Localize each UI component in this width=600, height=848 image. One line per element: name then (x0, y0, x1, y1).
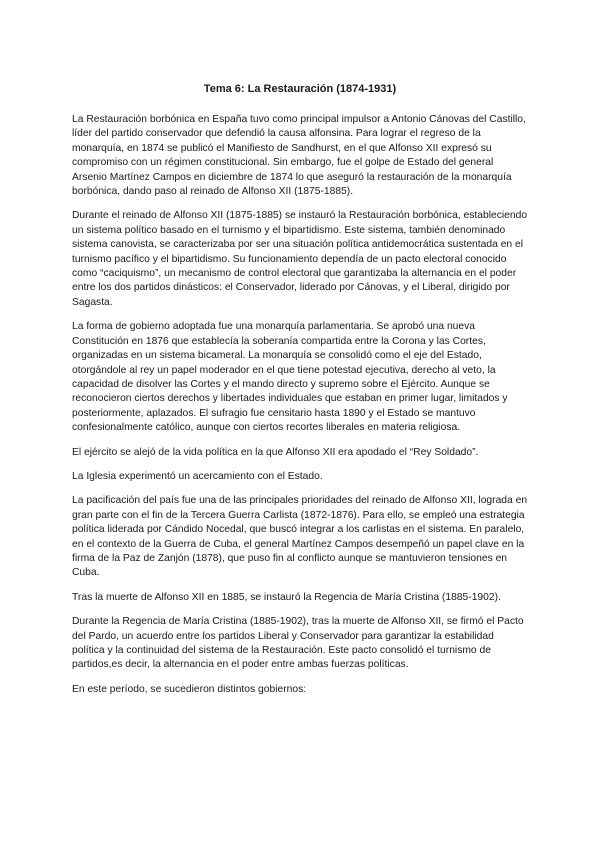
paragraph-forma-gobierno: La forma de gobierno adoptada fue una monarquía parlamentaria. Se aprobó una nueva Constitución en 1876 que establecía la soberanía compartida entre la Corona y las Cortes, organizadas en un sistema bicameral. La monarquía se consolidó como el eje del Estado, otorgándole al rey un papel moderador en el que tiene potestad ejecutiva, derecho al veto, la capacidad de disolver las Cortes y el mando directo y supremo sobre el Ejército. Aunque se reconocieron ciertos derechos y libertades individuales que estaban en primer lugar, limitados y posteriormente, aplazados. El sufragio fue censitario hasta 1890 y el Estado se mantuvo confesionalmente católico, aunque con ciertos recortes liberales en materia religiosa. (72, 321, 508, 434)
paragraph-regencia: Tras la muerte de Alfonso XII en 1885, se instauró la Regencia de María Cristina (1885-1902). (72, 591, 501, 603)
page-title: Tema 6: La Restauración (1874-1931) (203, 83, 397, 95)
paragraph-ejercito: El ejército se alejó de la vida política en la que Alfonso XII era apodado el “Rey Soldado”. (72, 446, 479, 458)
paragraph-pacto-pardo: Durante la Regencia de María Cristina (1885-1902), tras la muerte de Alfonso XII, se firmó el Pacto del Pardo, un acuerdo entre los partidos Liberal y Conservador para garantizar la estabilidad política y la continuidad del sistema de la Restauración. Este pacto consolidó el turnismo de partidos,es decir, la alternancia en el poder entre ambas fuerzas políticas. (72, 616, 524, 671)
paragraph-restauracion-origen: La Restauración borbónica en España tuvo como principal impulsor a Antonio Cánovas del Castillo, líder del partido conservador que defendió la causa alfonsina. Para lograr el regreso de la monarquía, en 1874 se publicó el Manifiesto de Sandhurst, en el que Alfonso XII expresó su compromiso con un régimen constitucional. Sin embargo, fue el golpe de Estado del general Arsenio Martínez Campos en diciembre de 1874 lo que aseguró la restauración de la monarquía borbónica, dando paso al reinado de Alfonso XII (1875-1885). (72, 114, 526, 198)
paragraph-reinado-alfonso-xii: Durante el reinado de Alfonso XII (1875-1885) se instauró la Restauración borbónica, estableciendo un sistema político basado en el turnismo y el bipartidismo. Este sistema, también denominado sistema canovista, se caracterizaba por ser una situación política antidemocrática sustentada en el turnismo pacífico y el bipartidismo. Su funcionamiento dependía de un pacto electoral conocido como “caciquismo”, un mecanismo de control electoral que garantizaba la alternancia en el poder entre los dos partidos dinásticos: el Conservador, liderado por Cánovas, y el Liberal, dirigido por Sagasta. (72, 210, 528, 308)
paragraph-iglesia: La Iglesia experimentó un acercamiento con el Estado. (72, 470, 323, 482)
paragraph-gobiernos-intro: En este período, se sucedieron distintos gobiernos: (72, 683, 307, 695)
paragraph-pacificacion: La pacificación del país fue una de las principales prioridades del reinado de Alfonso XII, lograda en gran parte con el fin de la Tercera Guerra Carlista (1872-1876). Para ello, se empleó una estrategia política liderada por Cándido Nocedal, que buscó integrar a los carlistas en el sistema. En paralelo, en el contexto de la Guerra de Cuba, el general Martínez Campos desempeñó un papel clave en la firma de la Paz de Zanjón (1878), que puso fin al conflicto aunque se mantuvieron tensiones en Cuba. (72, 495, 528, 579)
